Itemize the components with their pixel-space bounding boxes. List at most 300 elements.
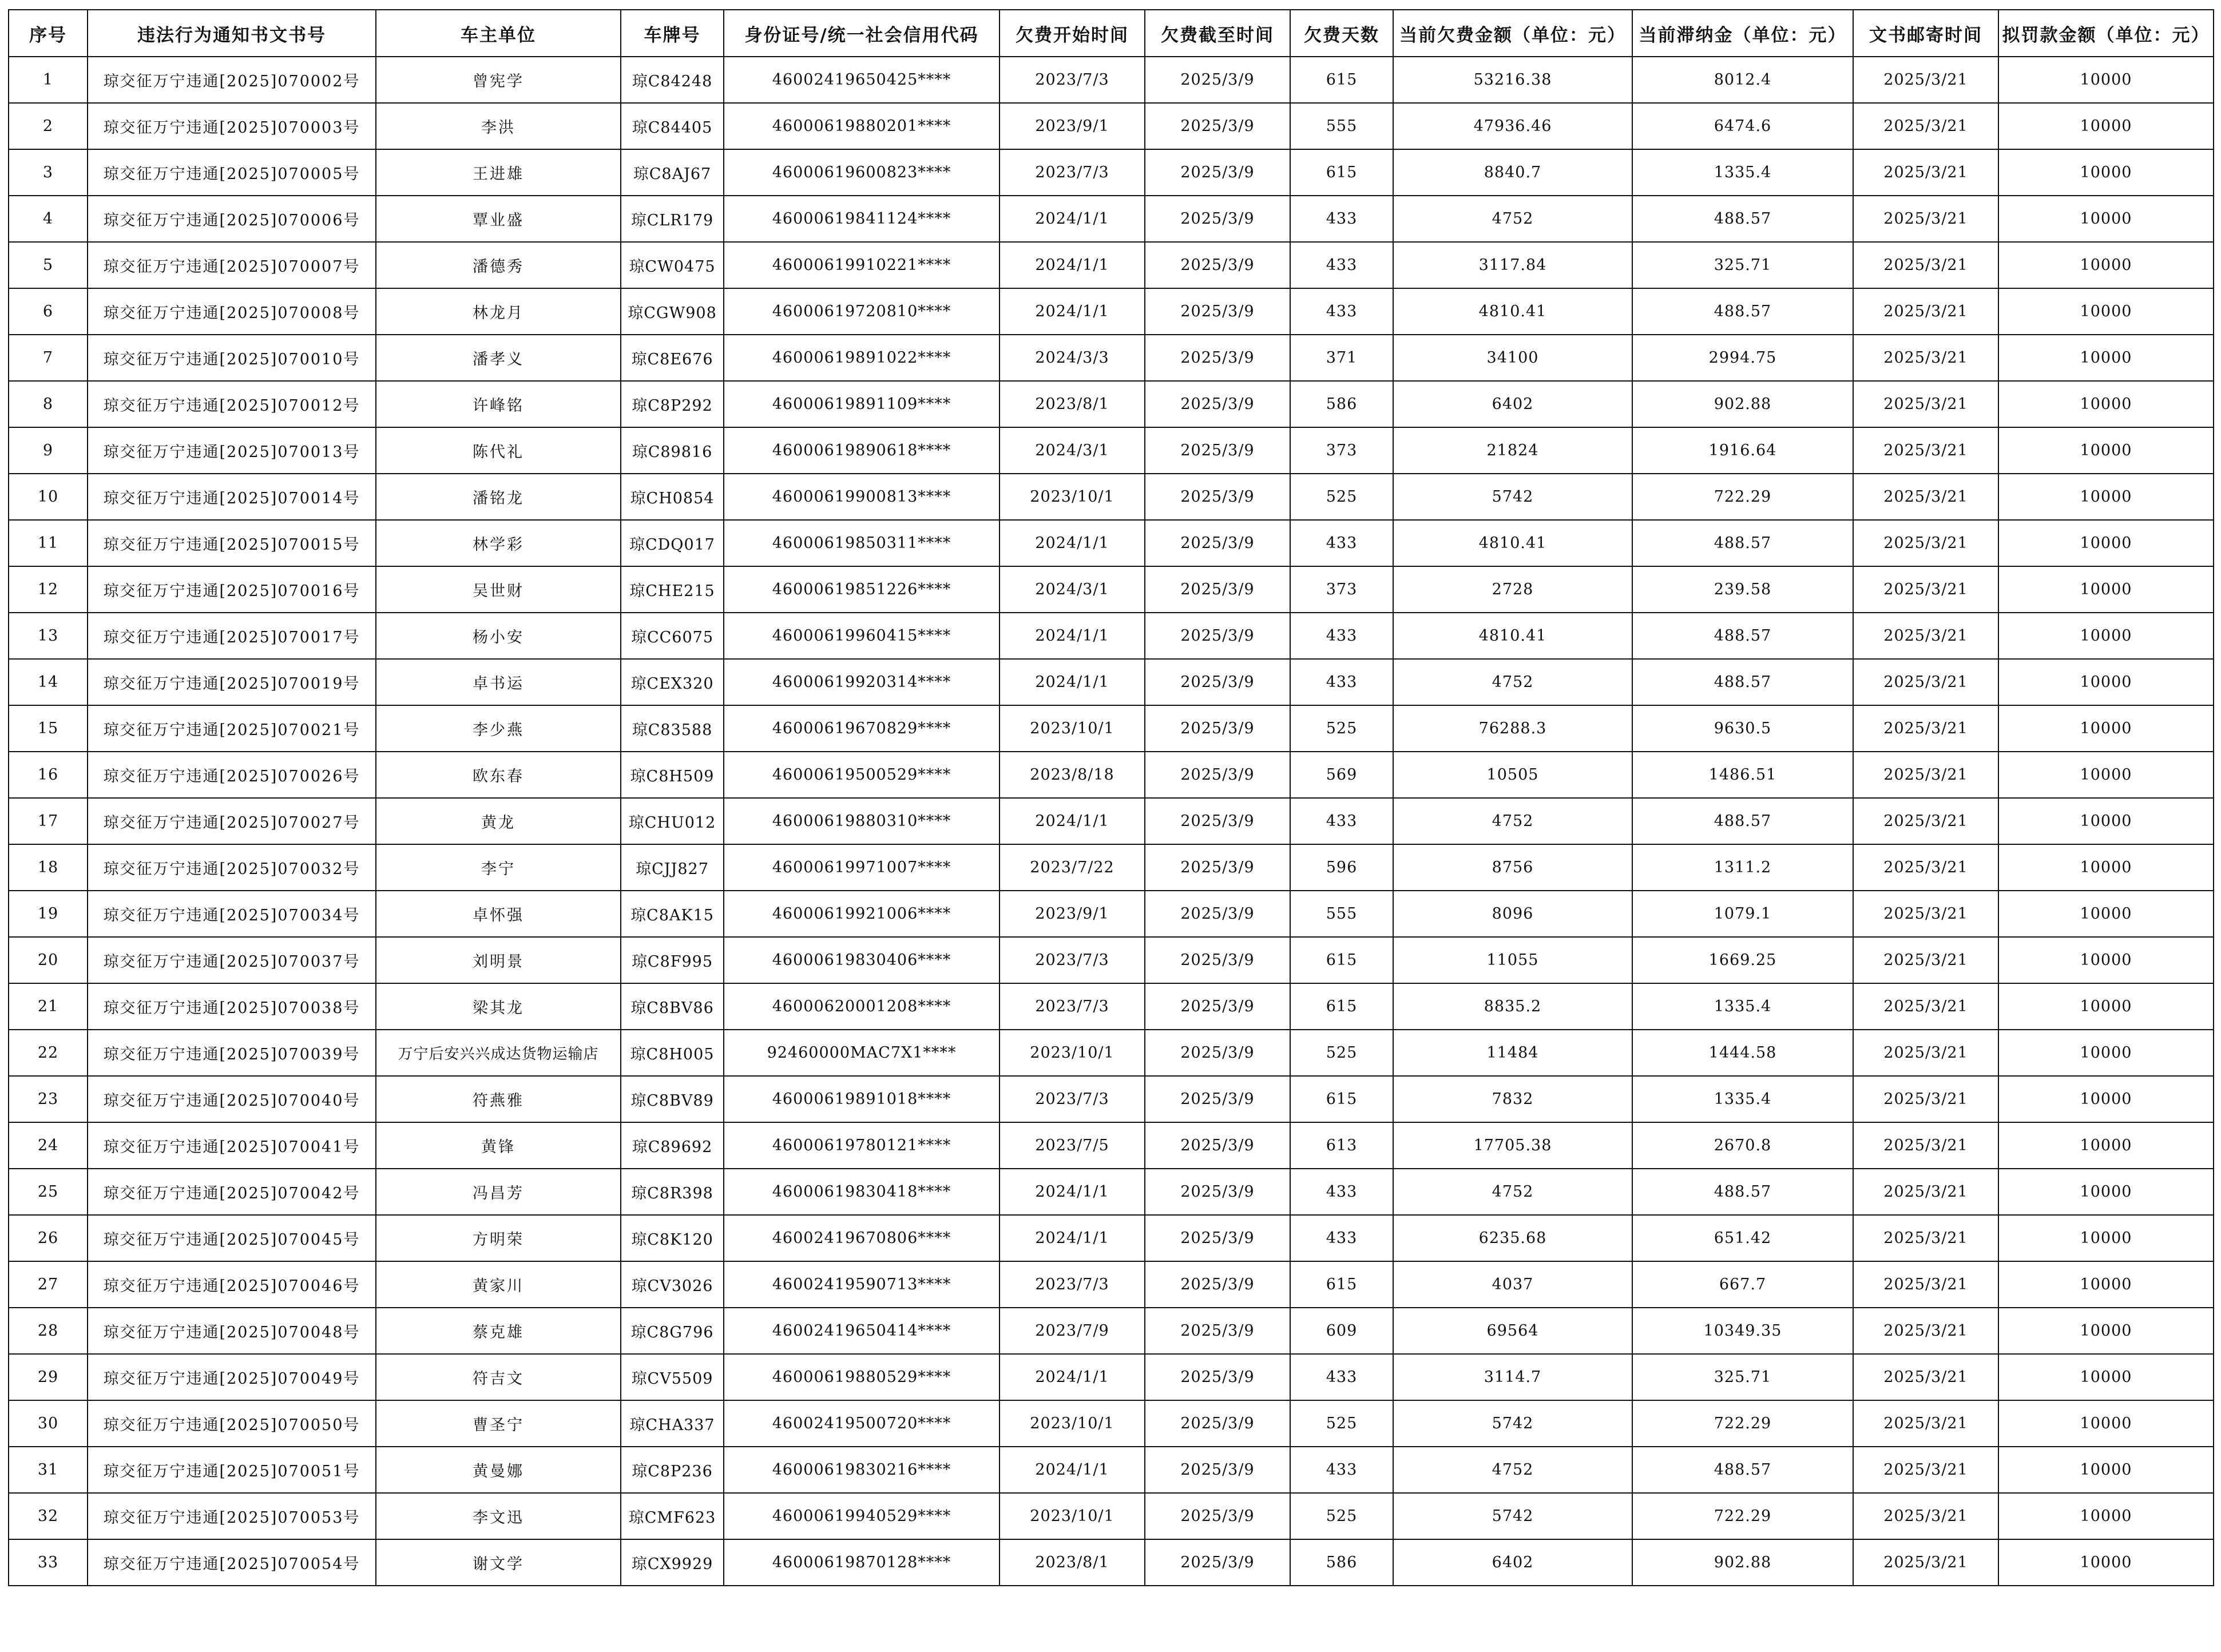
id-number: 46002419650414**** bbox=[724, 1308, 1000, 1354]
arrears-amount: 3117.84 bbox=[1393, 242, 1632, 288]
late-fee: 488.57 bbox=[1632, 798, 1853, 844]
arrears-days: 615 bbox=[1290, 149, 1393, 196]
plate-number: 琼C8H509 bbox=[621, 752, 724, 798]
fine-amount: 10000 bbox=[1998, 844, 2214, 891]
row-index: 26 bbox=[9, 1215, 88, 1261]
table-row bbox=[9, 1076, 2214, 1122]
plate-number: 琼C8F995 bbox=[621, 937, 724, 983]
table-row bbox=[9, 1493, 2214, 1539]
id-number: 46000619600823**** bbox=[724, 149, 1000, 196]
header-mail-date: 文书邮寄时间 bbox=[1853, 10, 1998, 57]
arrears-start-date: 2024/1/1 bbox=[1000, 520, 1145, 566]
late-fee: 1669.25 bbox=[1632, 937, 1853, 983]
arrears-end-date: 2025/3/9 bbox=[1145, 1122, 1290, 1169]
arrears-days: 615 bbox=[1290, 1261, 1393, 1308]
arrears-start-date: 2023/8/1 bbox=[1000, 1539, 1145, 1586]
fine-amount: 10000 bbox=[1998, 1400, 2214, 1447]
arrears-amount: 4810.41 bbox=[1393, 613, 1632, 659]
arrears-end-date: 2025/3/9 bbox=[1145, 705, 1290, 752]
fine-amount: 10000 bbox=[1998, 427, 2214, 474]
late-fee: 722.29 bbox=[1632, 474, 1853, 520]
row-index: 24 bbox=[9, 1122, 88, 1169]
plate-number: 琼C84248 bbox=[621, 57, 724, 103]
arrears-amount: 10505 bbox=[1393, 752, 1632, 798]
table-row bbox=[9, 1215, 2214, 1261]
fine-amount: 10000 bbox=[1998, 1261, 2214, 1308]
id-number: 46000619880201**** bbox=[724, 103, 1000, 149]
table-row bbox=[9, 983, 2214, 1030]
fine-amount: 10000 bbox=[1998, 149, 2214, 196]
plate-number: 琼CLR179 bbox=[621, 196, 724, 242]
table-row bbox=[9, 427, 2214, 474]
header-arrears-days: 欠费天数 bbox=[1290, 10, 1393, 57]
mail-date: 2025/3/21 bbox=[1853, 427, 1998, 474]
header-row bbox=[9, 10, 2214, 57]
fine-amount: 10000 bbox=[1998, 566, 2214, 613]
document-number: 琼交征万宁违通[2025]070002号 bbox=[88, 57, 376, 103]
arrears-amount: 17705.38 bbox=[1393, 1122, 1632, 1169]
mail-date: 2025/3/21 bbox=[1853, 288, 1998, 335]
row-index: 33 bbox=[9, 1539, 88, 1586]
arrears-start-date: 2023/7/3 bbox=[1000, 57, 1145, 103]
document-number: 琼交征万宁违通[2025]070042号 bbox=[88, 1169, 376, 1215]
arrears-days: 433 bbox=[1290, 1354, 1393, 1400]
mail-date: 2025/3/21 bbox=[1853, 1354, 1998, 1400]
plate-number: 琼C83588 bbox=[621, 705, 724, 752]
arrears-end-date: 2025/3/9 bbox=[1145, 288, 1290, 335]
arrears-end-date: 2025/3/9 bbox=[1145, 891, 1290, 937]
arrears-amount: 5742 bbox=[1393, 474, 1632, 520]
table-row bbox=[9, 335, 2214, 381]
late-fee: 902.88 bbox=[1632, 381, 1853, 427]
owner-name: 杨小安 bbox=[376, 613, 621, 659]
owner-name: 黄龙 bbox=[376, 798, 621, 844]
row-index: 13 bbox=[9, 613, 88, 659]
arrears-end-date: 2025/3/9 bbox=[1145, 1539, 1290, 1586]
document-number: 琼交征万宁违通[2025]070041号 bbox=[88, 1122, 376, 1169]
document-number: 琼交征万宁违通[2025]070010号 bbox=[88, 335, 376, 381]
plate-number: 琼CV5509 bbox=[621, 1354, 724, 1400]
row-index: 2 bbox=[9, 103, 88, 149]
row-index: 8 bbox=[9, 381, 88, 427]
arrears-end-date: 2025/3/9 bbox=[1145, 1261, 1290, 1308]
late-fee: 722.29 bbox=[1632, 1493, 1853, 1539]
id-number: 46000619841124**** bbox=[724, 196, 1000, 242]
document-number: 琼交征万宁违通[2025]070003号 bbox=[88, 103, 376, 149]
arrears-amount: 5742 bbox=[1393, 1400, 1632, 1447]
fine-amount: 10000 bbox=[1998, 798, 2214, 844]
mail-date: 2025/3/21 bbox=[1853, 1122, 1998, 1169]
table-row bbox=[9, 1169, 2214, 1215]
fine-amount: 10000 bbox=[1998, 1076, 2214, 1122]
document-number: 琼交征万宁违通[2025]070046号 bbox=[88, 1261, 376, 1308]
mail-date: 2025/3/21 bbox=[1853, 1493, 1998, 1539]
row-index: 7 bbox=[9, 335, 88, 381]
document-number: 琼交征万宁违通[2025]070027号 bbox=[88, 798, 376, 844]
table-row bbox=[9, 381, 2214, 427]
arrears-start-date: 2024/3/1 bbox=[1000, 427, 1145, 474]
arrears-start-date: 2023/8/18 bbox=[1000, 752, 1145, 798]
document-number: 琼交征万宁违通[2025]070049号 bbox=[88, 1354, 376, 1400]
owner-name: 潘铭龙 bbox=[376, 474, 621, 520]
table-row bbox=[9, 57, 2214, 103]
late-fee: 1079.1 bbox=[1632, 891, 1853, 937]
id-number: 46000619830406**** bbox=[724, 937, 1000, 983]
arrears-start-date: 2023/10/1 bbox=[1000, 1030, 1145, 1076]
arrears-start-date: 2024/1/1 bbox=[1000, 1169, 1145, 1215]
table-header bbox=[9, 10, 2214, 57]
owner-name: 李文迅 bbox=[376, 1493, 621, 1539]
owner-name: 冯昌芳 bbox=[376, 1169, 621, 1215]
row-index: 16 bbox=[9, 752, 88, 798]
owner-name: 王进雄 bbox=[376, 149, 621, 196]
owner-name: 卓书运 bbox=[376, 659, 621, 705]
owner-name: 梁其龙 bbox=[376, 983, 621, 1030]
arrears-start-date: 2024/1/1 bbox=[1000, 659, 1145, 705]
row-index: 29 bbox=[9, 1354, 88, 1400]
document-number: 琼交征万宁违通[2025]070048号 bbox=[88, 1308, 376, 1354]
arrears-amount: 8756 bbox=[1393, 844, 1632, 891]
mail-date: 2025/3/21 bbox=[1853, 103, 1998, 149]
arrears-amount: 6402 bbox=[1393, 1539, 1632, 1586]
fine-amount: 10000 bbox=[1998, 1030, 2214, 1076]
owner-name: 黄曼娜 bbox=[376, 1447, 621, 1493]
mail-date: 2025/3/21 bbox=[1853, 1308, 1998, 1354]
late-fee: 325.71 bbox=[1632, 1354, 1853, 1400]
arrears-days: 555 bbox=[1290, 103, 1393, 149]
table-row bbox=[9, 1308, 2214, 1354]
table-row bbox=[9, 149, 2214, 196]
late-fee: 488.57 bbox=[1632, 613, 1853, 659]
arrears-amount: 7832 bbox=[1393, 1076, 1632, 1122]
late-fee: 6474.6 bbox=[1632, 103, 1853, 149]
owner-name: 李宁 bbox=[376, 844, 621, 891]
arrears-amount: 6235.68 bbox=[1393, 1215, 1632, 1261]
arrears-amount: 5742 bbox=[1393, 1493, 1632, 1539]
arrears-days: 525 bbox=[1290, 1030, 1393, 1076]
header-id-number: 身份证号/统一社会信用代码 bbox=[724, 10, 1000, 57]
arrears-amount: 8835.2 bbox=[1393, 983, 1632, 1030]
arrears-start-date: 2023/8/1 bbox=[1000, 381, 1145, 427]
plate-number: 琼CHA337 bbox=[621, 1400, 724, 1447]
arrears-end-date: 2025/3/9 bbox=[1145, 659, 1290, 705]
arrears-start-date: 2023/7/22 bbox=[1000, 844, 1145, 891]
fine-amount: 10000 bbox=[1998, 381, 2214, 427]
late-fee: 488.57 bbox=[1632, 1447, 1853, 1493]
arrears-days: 555 bbox=[1290, 891, 1393, 937]
arrears-start-date: 2024/1/1 bbox=[1000, 196, 1145, 242]
owner-name: 谢文学 bbox=[376, 1539, 621, 1586]
arrears-end-date: 2025/3/9 bbox=[1145, 149, 1290, 196]
fine-amount: 10000 bbox=[1998, 983, 2214, 1030]
table-row bbox=[9, 613, 2214, 659]
id-number: 46000619670829**** bbox=[724, 705, 1000, 752]
table-row bbox=[9, 1354, 2214, 1400]
owner-name: 潘孝义 bbox=[376, 335, 621, 381]
arrears-days: 433 bbox=[1290, 288, 1393, 335]
id-number: 46000619870128**** bbox=[724, 1539, 1000, 1586]
late-fee: 2994.75 bbox=[1632, 335, 1853, 381]
header-document-number: 违法行为通知书文书号 bbox=[88, 10, 376, 57]
id-number: 46002419670806**** bbox=[724, 1215, 1000, 1261]
owner-name: 覃业盛 bbox=[376, 196, 621, 242]
arrears-start-date: 2024/1/1 bbox=[1000, 288, 1145, 335]
document-number: 琼交征万宁违通[2025]070017号 bbox=[88, 613, 376, 659]
arrears-end-date: 2025/3/9 bbox=[1145, 1169, 1290, 1215]
row-index: 22 bbox=[9, 1030, 88, 1076]
arrears-start-date: 2023/10/1 bbox=[1000, 1400, 1145, 1447]
mail-date: 2025/3/21 bbox=[1853, 1169, 1998, 1215]
fine-amount: 10000 bbox=[1998, 335, 2214, 381]
header-plate-number: 车牌号 bbox=[621, 10, 724, 57]
document-number: 琼交征万宁违通[2025]070005号 bbox=[88, 149, 376, 196]
header-arrears-start: 欠费开始时间 bbox=[1000, 10, 1145, 57]
plate-number: 琼CMF623 bbox=[621, 1493, 724, 1539]
table-row bbox=[9, 844, 2214, 891]
plate-number: 琼C8H005 bbox=[621, 1030, 724, 1076]
mail-date: 2025/3/21 bbox=[1853, 57, 1998, 103]
arrears-days: 525 bbox=[1290, 1493, 1393, 1539]
mail-date: 2025/3/21 bbox=[1853, 705, 1998, 752]
arrears-end-date: 2025/3/9 bbox=[1145, 1308, 1290, 1354]
arrears-start-date: 2023/7/5 bbox=[1000, 1122, 1145, 1169]
owner-name: 吴世财 bbox=[376, 566, 621, 613]
id-number: 46000619891109**** bbox=[724, 381, 1000, 427]
fine-amount: 10000 bbox=[1998, 196, 2214, 242]
document-number: 琼交征万宁违通[2025]070045号 bbox=[88, 1215, 376, 1261]
plate-number: 琼C89692 bbox=[621, 1122, 724, 1169]
arrears-days: 373 bbox=[1290, 566, 1393, 613]
arrears-end-date: 2025/3/9 bbox=[1145, 520, 1290, 566]
document-number: 琼交征万宁违通[2025]070019号 bbox=[88, 659, 376, 705]
arrears-end-date: 2025/3/9 bbox=[1145, 335, 1290, 381]
id-number: 46000619921006**** bbox=[724, 891, 1000, 937]
arrears-start-date: 2024/1/1 bbox=[1000, 613, 1145, 659]
late-fee: 488.57 bbox=[1632, 1169, 1853, 1215]
arrears-days: 615 bbox=[1290, 937, 1393, 983]
arrears-start-date: 2023/7/3 bbox=[1000, 983, 1145, 1030]
id-number: 46000619830216**** bbox=[724, 1447, 1000, 1493]
owner-name: 林学彩 bbox=[376, 520, 621, 566]
plate-number: 琼CDQ017 bbox=[621, 520, 724, 566]
late-fee: 1916.64 bbox=[1632, 427, 1853, 474]
late-fee: 10349.35 bbox=[1632, 1308, 1853, 1354]
fine-amount: 10000 bbox=[1998, 1447, 2214, 1493]
arrears-days: 569 bbox=[1290, 752, 1393, 798]
mail-date: 2025/3/21 bbox=[1853, 937, 1998, 983]
table-row bbox=[9, 798, 2214, 844]
arrears-amount: 4752 bbox=[1393, 1169, 1632, 1215]
arrears-days: 609 bbox=[1290, 1308, 1393, 1354]
arrears-amount: 21824 bbox=[1393, 427, 1632, 474]
late-fee: 239.58 bbox=[1632, 566, 1853, 613]
arrears-end-date: 2025/3/9 bbox=[1145, 474, 1290, 520]
row-index: 18 bbox=[9, 844, 88, 891]
owner-name: 李洪 bbox=[376, 103, 621, 149]
row-index: 23 bbox=[9, 1076, 88, 1122]
id-number: 46000619500529**** bbox=[724, 752, 1000, 798]
plate-number: 琼CEX320 bbox=[621, 659, 724, 705]
arrears-days: 613 bbox=[1290, 1122, 1393, 1169]
mail-date: 2025/3/21 bbox=[1853, 983, 1998, 1030]
fine-amount: 10000 bbox=[1998, 1169, 2214, 1215]
arrears-days: 433 bbox=[1290, 1447, 1393, 1493]
plate-number: 琼C8E676 bbox=[621, 335, 724, 381]
owner-name: 符燕雅 bbox=[376, 1076, 621, 1122]
document-number: 琼交征万宁违通[2025]070015号 bbox=[88, 520, 376, 566]
id-number: 46002419590713**** bbox=[724, 1261, 1000, 1308]
row-index: 21 bbox=[9, 983, 88, 1030]
plate-number: 琼C89816 bbox=[621, 427, 724, 474]
arrears-end-date: 2025/3/9 bbox=[1145, 1354, 1290, 1400]
plate-number: 琼C8AK15 bbox=[621, 891, 724, 937]
document-number: 琼交征万宁违通[2025]070026号 bbox=[88, 752, 376, 798]
document-number: 琼交征万宁违通[2025]070007号 bbox=[88, 242, 376, 288]
id-number: 46000619780121**** bbox=[724, 1122, 1000, 1169]
plate-number: 琼CJJ827 bbox=[621, 844, 724, 891]
plate-number: 琼C8G796 bbox=[621, 1308, 724, 1354]
fine-amount: 10000 bbox=[1998, 1308, 2214, 1354]
mail-date: 2025/3/21 bbox=[1853, 844, 1998, 891]
arrears-start-date: 2024/1/1 bbox=[1000, 1215, 1145, 1261]
row-index: 15 bbox=[9, 705, 88, 752]
mail-date: 2025/3/21 bbox=[1853, 381, 1998, 427]
owner-name: 刘明景 bbox=[376, 937, 621, 983]
late-fee: 1335.4 bbox=[1632, 149, 1853, 196]
id-number: 46000619910221**** bbox=[724, 242, 1000, 288]
late-fee: 488.57 bbox=[1632, 288, 1853, 335]
fine-amount: 10000 bbox=[1998, 242, 2214, 288]
late-fee: 902.88 bbox=[1632, 1539, 1853, 1586]
mail-date: 2025/3/21 bbox=[1853, 1030, 1998, 1076]
plate-number: 琼C8P292 bbox=[621, 381, 724, 427]
arrears-amount: 34100 bbox=[1393, 335, 1632, 381]
arrears-amount: 53216.38 bbox=[1393, 57, 1632, 103]
arrears-end-date: 2025/3/9 bbox=[1145, 1493, 1290, 1539]
arrears-days: 373 bbox=[1290, 427, 1393, 474]
arrears-end-date: 2025/3/9 bbox=[1145, 937, 1290, 983]
id-number: 46002419650425**** bbox=[724, 57, 1000, 103]
row-index: 28 bbox=[9, 1308, 88, 1354]
arrears-days: 525 bbox=[1290, 1400, 1393, 1447]
arrears-amount: 8840.7 bbox=[1393, 149, 1632, 196]
fine-amount: 10000 bbox=[1998, 1354, 2214, 1400]
mail-date: 2025/3/21 bbox=[1853, 1400, 1998, 1447]
mail-date: 2025/3/21 bbox=[1853, 752, 1998, 798]
arrears-end-date: 2025/3/9 bbox=[1145, 613, 1290, 659]
arrears-amount: 4752 bbox=[1393, 1447, 1632, 1493]
id-number: 46000619890618**** bbox=[724, 427, 1000, 474]
id-number: 46000619920314**** bbox=[724, 659, 1000, 705]
table-row bbox=[9, 1539, 2214, 1586]
id-number: 46000619891018**** bbox=[724, 1076, 1000, 1122]
arrears-start-date: 2023/10/1 bbox=[1000, 474, 1145, 520]
arrears-days: 615 bbox=[1290, 1076, 1393, 1122]
arrears-days: 615 bbox=[1290, 983, 1393, 1030]
late-fee: 325.71 bbox=[1632, 242, 1853, 288]
document-number: 琼交征万宁违通[2025]070050号 bbox=[88, 1400, 376, 1447]
arrears-start-date: 2024/3/3 bbox=[1000, 335, 1145, 381]
arrears-end-date: 2025/3/9 bbox=[1145, 798, 1290, 844]
row-index: 9 bbox=[9, 427, 88, 474]
table-row bbox=[9, 520, 2214, 566]
row-index: 25 bbox=[9, 1169, 88, 1215]
mail-date: 2025/3/21 bbox=[1853, 613, 1998, 659]
arrears-days: 433 bbox=[1290, 520, 1393, 566]
arrears-days: 371 bbox=[1290, 335, 1393, 381]
row-index: 11 bbox=[9, 520, 88, 566]
table-row bbox=[9, 937, 2214, 983]
row-index: 20 bbox=[9, 937, 88, 983]
arrears-amount: 11055 bbox=[1393, 937, 1632, 983]
mail-date: 2025/3/21 bbox=[1853, 1076, 1998, 1122]
plate-number: 琼CH0854 bbox=[621, 474, 724, 520]
late-fee: 1335.4 bbox=[1632, 1076, 1853, 1122]
arrears-amount: 69564 bbox=[1393, 1308, 1632, 1354]
late-fee: 488.57 bbox=[1632, 520, 1853, 566]
row-index: 32 bbox=[9, 1493, 88, 1539]
owner-name: 许峰铭 bbox=[376, 381, 621, 427]
late-fee: 651.42 bbox=[1632, 1215, 1853, 1261]
arrears-days: 433 bbox=[1290, 242, 1393, 288]
arrears-end-date: 2025/3/9 bbox=[1145, 983, 1290, 1030]
arrears-days: 433 bbox=[1290, 1169, 1393, 1215]
plate-number: 琼C8R398 bbox=[621, 1169, 724, 1215]
fine-amount: 10000 bbox=[1998, 288, 2214, 335]
table-row bbox=[9, 1261, 2214, 1308]
arrears-end-date: 2025/3/9 bbox=[1145, 752, 1290, 798]
row-index: 1 bbox=[9, 57, 88, 103]
id-number: 46000619830418**** bbox=[724, 1169, 1000, 1215]
arrears-end-date: 2025/3/9 bbox=[1145, 1447, 1290, 1493]
late-fee: 2670.8 bbox=[1632, 1122, 1853, 1169]
header-owner: 车主单位 bbox=[376, 10, 621, 57]
document-number: 琼交征万宁违通[2025]070040号 bbox=[88, 1076, 376, 1122]
arrears-end-date: 2025/3/9 bbox=[1145, 844, 1290, 891]
arrears-amount: 4810.41 bbox=[1393, 288, 1632, 335]
arrears-amount: 4752 bbox=[1393, 659, 1632, 705]
arrears-end-date: 2025/3/9 bbox=[1145, 103, 1290, 149]
row-index: 3 bbox=[9, 149, 88, 196]
owner-name: 黄锋 bbox=[376, 1122, 621, 1169]
owner-name: 林龙月 bbox=[376, 288, 621, 335]
arrears-amount: 6402 bbox=[1393, 381, 1632, 427]
arrears-end-date: 2025/3/9 bbox=[1145, 1215, 1290, 1261]
fine-amount: 10000 bbox=[1998, 57, 2214, 103]
arrears-end-date: 2025/3/9 bbox=[1145, 1400, 1290, 1447]
document-number: 琼交征万宁违通[2025]070013号 bbox=[88, 427, 376, 474]
owner-name: 卓怀强 bbox=[376, 891, 621, 937]
fine-amount: 10000 bbox=[1998, 613, 2214, 659]
plate-number: 琼C8P236 bbox=[621, 1447, 724, 1493]
mail-date: 2025/3/21 bbox=[1853, 474, 1998, 520]
plate-number: 琼C8K120 bbox=[621, 1215, 724, 1261]
plate-number: 琼CX9929 bbox=[621, 1539, 724, 1586]
mail-date: 2025/3/21 bbox=[1853, 520, 1998, 566]
arrears-days: 615 bbox=[1290, 57, 1393, 103]
arrears-amount: 76288.3 bbox=[1393, 705, 1632, 752]
owner-name: 蔡克雄 bbox=[376, 1308, 621, 1354]
late-fee: 667.7 bbox=[1632, 1261, 1853, 1308]
plate-number: 琼CV3026 bbox=[621, 1261, 724, 1308]
mail-date: 2025/3/21 bbox=[1853, 242, 1998, 288]
document-number: 琼交征万宁违通[2025]070054号 bbox=[88, 1539, 376, 1586]
header-index: 序号 bbox=[9, 10, 88, 57]
row-index: 4 bbox=[9, 196, 88, 242]
arrears-start-date: 2023/9/1 bbox=[1000, 891, 1145, 937]
arrears-table bbox=[8, 9, 2214, 1586]
owner-name: 欧东春 bbox=[376, 752, 621, 798]
